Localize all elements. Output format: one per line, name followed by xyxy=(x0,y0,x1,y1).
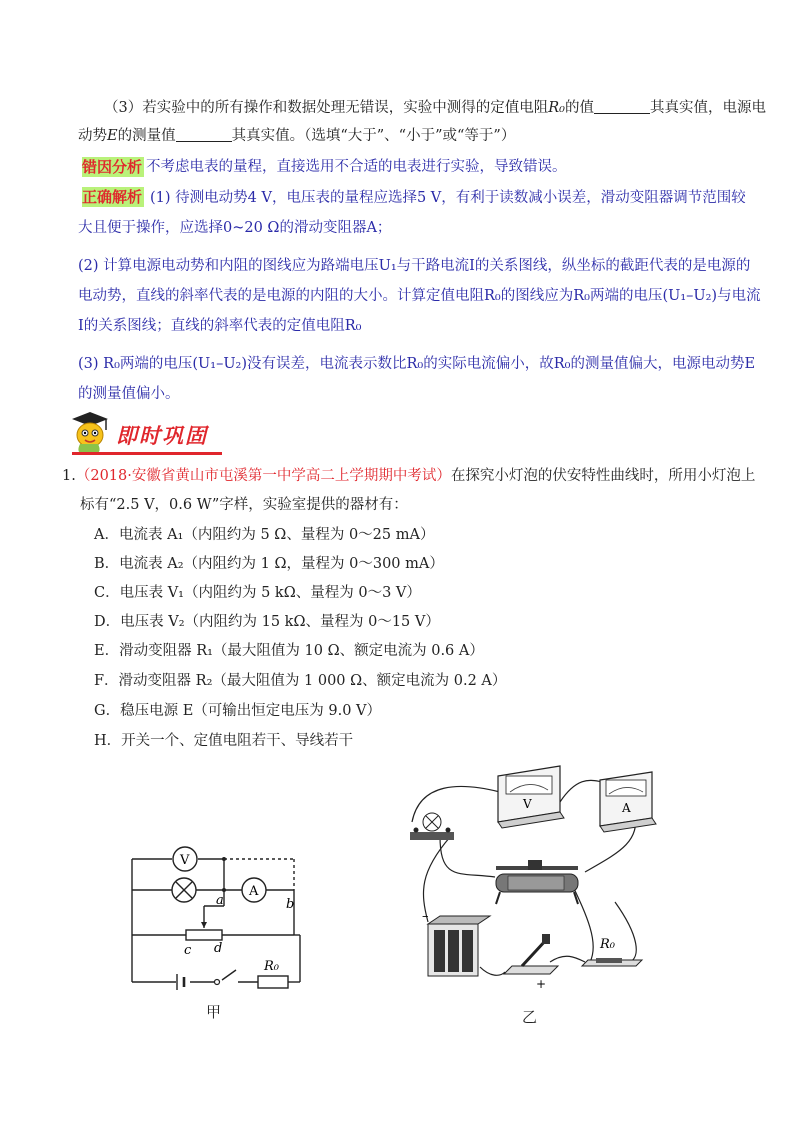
question-source: （2018·安徽省黄山市屯溪第一中学高二上学期期中考试） xyxy=(75,468,451,484)
lamp-holder xyxy=(410,813,454,840)
option-c: C．电压表 V₁（内阻约为 5 kΩ、量程为 0～3 V） xyxy=(94,585,421,601)
error-analysis-text: 不考虑电表的量程，直接选用不合适的电表进行实验，导致错误。 xyxy=(146,159,567,175)
option-b: B．电流表 A₂（内阻约为 1 Ω，量程为 0～300 mA） xyxy=(94,556,444,572)
banner-title: 即时巩固 xyxy=(116,424,208,448)
option-d: D．电压表 V₂（内阻约为 15 kΩ、量程为 0～15 V） xyxy=(94,614,440,630)
ammeter-label: A xyxy=(622,801,631,815)
e-symbol: E xyxy=(107,128,118,144)
r0-symbol: R₀ xyxy=(548,100,565,116)
q3-text: （3）若实验中的所有操作和数据处理无错误，实验中测得的定值电阻 xyxy=(104,100,549,116)
section-banner xyxy=(66,410,226,458)
question-number: 1. xyxy=(62,468,76,484)
question-stem-line2: 标有“2.5 V，0.6 W”字样，实验室提供的器材有： xyxy=(80,497,408,513)
q3-text: 其真实值，电源电 xyxy=(649,100,766,116)
question1-line1 xyxy=(62,466,755,486)
analysis-line: (2) 计算电源电动势和内阻的图线应为路端电压U₁与干路电流I的关系图线，纵坐标的截距代表的是电源的 xyxy=(78,258,751,274)
figure-caption-yi: 乙 xyxy=(522,1008,538,1026)
r0-label: R₀ xyxy=(264,959,279,974)
option-g: G．稳压电源 E（可输出恒定电压为 9.0 V） xyxy=(94,703,382,719)
q3-text: 的测量值 xyxy=(117,128,176,144)
error-analysis-tag: 错因分析 xyxy=(82,158,143,176)
analysis-line: (3) R₀两端的电压(U₁–U₂)没有误差，电流表示数比R₀的实际电流偏小，故R₀的测量值偏大，电源电动势E xyxy=(78,356,756,372)
q3-text: 动势 xyxy=(78,128,107,144)
analysis-line: 大且便于操作，应选择0~20 Ω的滑动变阻器A； xyxy=(78,220,392,236)
analysis-line: 电动势，直线的斜率代表的是电源的内阻的大小。计算定值电阻R₀的图线应为R₀两端的电压(U₁–U₂)与电流 xyxy=(78,288,761,304)
minus-terminal-label: – xyxy=(422,909,429,924)
option-h: H．开关一个、定值电阻若干、导线若干 xyxy=(94,733,354,749)
plus-terminal-label: + xyxy=(536,977,547,991)
ammeter-label: A xyxy=(249,884,259,899)
analysis-line: (1) 待测电动势4 V，电压表的量程应选择5 V，有利于读数减小误差，滑动变阻器调节范围较 xyxy=(150,190,746,206)
q3-text: 其真实值。（选填“大于”、“小于”或“等于”） xyxy=(231,128,516,144)
answer-blank-1[interactable] xyxy=(594,99,650,114)
knife-switch xyxy=(504,934,558,974)
answer-blank-2[interactable] xyxy=(176,127,232,142)
voltmeter-label: V xyxy=(523,797,532,811)
q3-line1 xyxy=(104,98,766,118)
apparatus-figure-yi xyxy=(400,762,660,1002)
analysis-line: 的测量值偏小。 xyxy=(78,386,180,402)
question-stem: 在探究小灯泡的伏安特性曲线时，所用小灯泡上 xyxy=(450,468,756,484)
voltmeter-label: V xyxy=(180,853,190,868)
r0-label: R₀ xyxy=(600,937,615,952)
mascot-icon xyxy=(66,410,112,456)
point-d-label: d xyxy=(214,941,223,956)
point-a-label: a xyxy=(216,893,224,908)
rheostat-device xyxy=(496,860,578,904)
banner-underline xyxy=(72,452,222,455)
analysis-line: I的关系图线；直线的斜率代表的定值电阻R₀ xyxy=(78,318,362,334)
point-b-label: b xyxy=(286,897,295,912)
q3-text: 的值 xyxy=(564,100,594,116)
option-f: F．滑动变阻器 R₂（最大阻值为 1 000 Ω、额定电流为 0.2 A） xyxy=(94,673,507,689)
option-e: E．滑动变阻器 R₁（最大阻值为 10 Ω、额定电流为 0.6 A） xyxy=(94,643,484,659)
q3-line2 xyxy=(78,126,515,146)
figure-caption-jia: 甲 xyxy=(206,1003,222,1021)
correct-analysis-tag: 正确解析 xyxy=(82,188,143,206)
option-a: A．电流表 A₁（内阻约为 5 Ω、量程为 0～25 mA） xyxy=(94,527,435,543)
point-c-label: c xyxy=(184,943,192,958)
